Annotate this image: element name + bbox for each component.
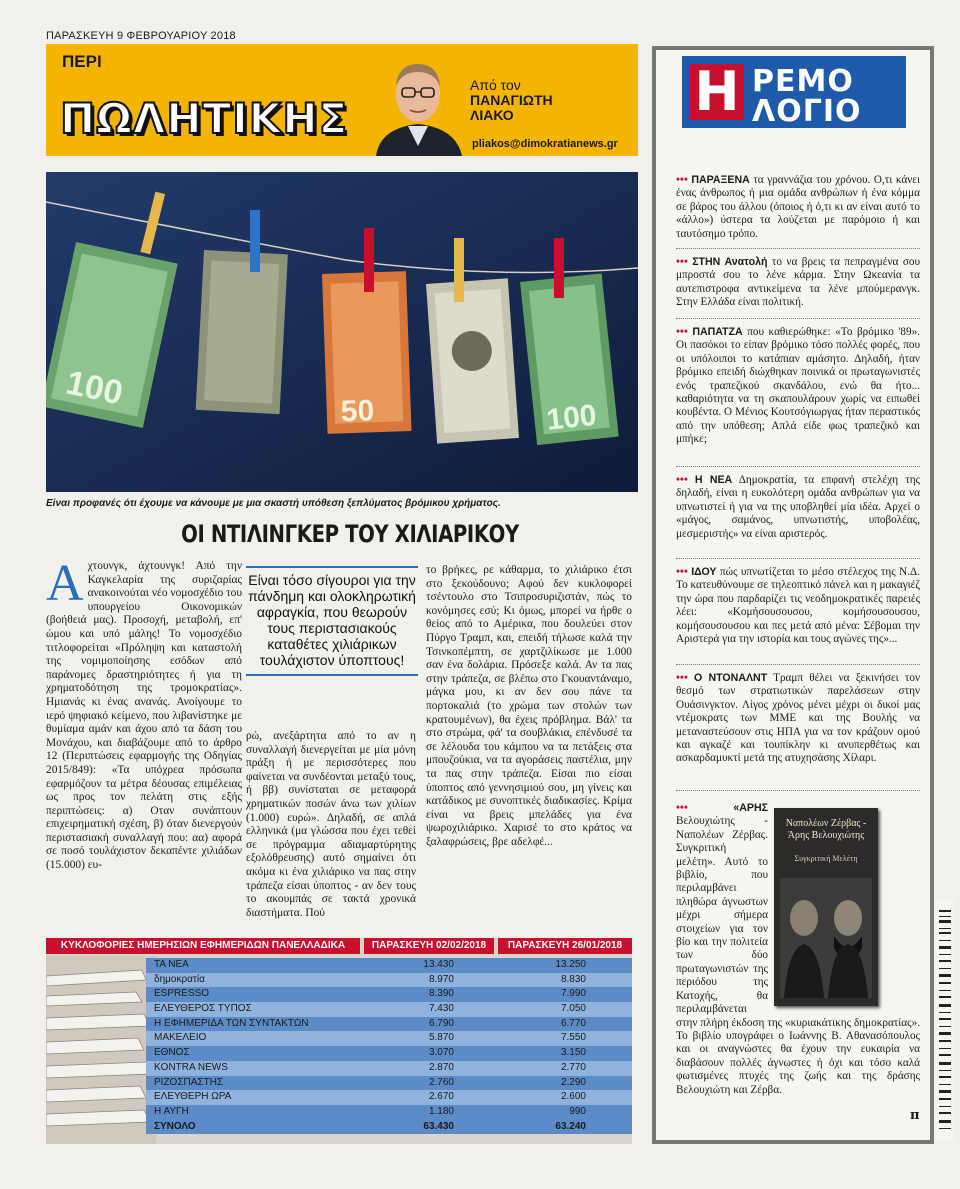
book-subtitle: Συγκριτική Μελέτη <box>794 854 858 863</box>
sidebar-item <box>676 256 920 310</box>
sidebar-item-text: πώς υπνωτίζεται το μέσο στέλεχος της Ν.Δ. Το κατευθύνουμε σε τηλεοπτικό πάνελ και η μακαγιέζ την ώρα που παρδαρίζει τις νεοδημοκρατικές παρειές λέει: «Κομήσουσουσου, κομήσουσουσου, κομήσουσουσου και πες μετά από μένα: Σέβομαι την Αριστερά για την ιστορία και τους αγώνες της»... <box>676 566 920 646</box>
table-row <box>146 1061 632 1076</box>
dateline: ΠΑΡΑΣΚΕΥΗ 9 ΦΕΒΡΟΥΑΡΙΟΥ 2018 <box>46 30 236 42</box>
sidebar-item-text: Δημοκρατία, τα επφανή στελέχη της δηλαδή, είναι η ευκολότερη ομάδα ανθρώπων για να υπνωτιστεί ή για να της υποβληθεί μία ιδέα. Αρχεί ο «μάγος, σαμάνος, υπνωτιστής, υποβολέας, μεσμεριστής» να είναι αριστερός. <box>676 474 920 540</box>
table-cell-name: ΕΛΕΥΘΕΡΗ ΩΡΑ <box>154 1091 232 1103</box>
table-row <box>146 1031 632 1046</box>
bullet-dots-icon: ••• <box>676 672 694 684</box>
table-total-row <box>146 1120 632 1135</box>
bullet-dots-icon: ••• <box>676 256 693 268</box>
table-total-a: 63.430 <box>423 1120 454 1132</box>
sidebar-divider <box>676 664 920 665</box>
drop-cap: Α <box>46 555 84 612</box>
table-cell-b: 7.050 <box>560 1003 586 1015</box>
article-column-2: ρώ, ανεξάρτητα από το αν η συναλλαγή διενεργείται με μία μόνη πράξη ή με περισσότερες που φαίνεται να συνδέονται μεταξύ τους, ή ββ) συνίσταται σε μεταφορά χρηματικών ποσών άνω των χιλίων (1.000) ευρώ». Δηλαδή, σε απλά ελληνικά (μα γλώσσα που έχει τεθεί σε πρόγραμμα αδιαμαρτύρητης εξολόθρευσης) αυτό σημαίνει ότι ακόμα κι ένα χιλιάρικο να πας στην τράπεζα είσαι ύποπτος - αν δεν τους το ακουμπάς σε τακτά χρονικά διαστήματα. Πού <box>246 730 416 919</box>
table-row <box>146 1090 632 1105</box>
table-cell-b: 990 <box>569 1105 586 1117</box>
svg-text:50: 50 <box>340 394 375 429</box>
bullet-dots-icon: ••• <box>676 326 693 338</box>
table-cell-a: 13.430 <box>423 959 454 970</box>
table-row <box>146 1105 632 1120</box>
byline-prefix: Από τον <box>470 77 521 93</box>
svg-text:100: 100 <box>62 363 127 413</box>
table-cell-a: 2.670 <box>428 1091 454 1103</box>
column-header-title: ΠΩΛΗΤΙΚΗΣ <box>60 94 349 143</box>
sidebar-item-lead: Η ΝΕΑ <box>694 474 733 486</box>
table-cell-name: ΤΑ ΝΕΑ <box>154 959 189 970</box>
table-cell-a: 2.760 <box>428 1076 454 1088</box>
table-cell-name: ΕΘΝΟΣ <box>154 1047 190 1059</box>
sidebar-item-lead: ΠΑΡΑΞΕΝΑ <box>691 174 750 186</box>
table-cell-b: 7.550 <box>560 1032 586 1044</box>
table-title: ΚΥΚΛΟΦΟΡΙΕΣ ΗΜΕΡΗΣΙΩΝ ΕΦΗΜΕΡΙΔΩΝ ΠΑΝΕΛΛΑΔΙΚΑ <box>46 938 360 954</box>
table-cell-a: 3.070 <box>428 1047 454 1059</box>
sidebar-item <box>676 566 920 646</box>
sidebar-divider <box>676 318 920 319</box>
table-header <box>46 938 632 954</box>
bullet-dots-icon: ••• <box>676 474 695 486</box>
table-cell-b: 7.990 <box>560 988 586 1000</box>
sidebar-divider <box>676 248 920 249</box>
sidebar-divider <box>676 790 920 791</box>
bullet-dots-icon: ••• <box>676 174 692 186</box>
table-cell-a: 8.390 <box>428 988 454 1000</box>
table-cell-name: δημοκρατία <box>154 973 205 985</box>
table-rows <box>146 958 632 1134</box>
table-cell-name: ΜΑΚΕΛΕΙΟ <box>154 1032 207 1044</box>
table-cell-b: 2.600 <box>560 1091 586 1103</box>
table-cell-a: 5.870 <box>428 1032 454 1044</box>
sidebar-item-lead: ΠΑΠΑΤΖΑ <box>692 326 743 338</box>
table-cell-b: 2.770 <box>560 1061 586 1073</box>
table-cell-b: 6.770 <box>560 1017 586 1029</box>
table-cell-b: 2.290 <box>560 1076 586 1088</box>
sidebar-item <box>676 672 920 766</box>
table-cell-a: 7.430 <box>428 1003 454 1015</box>
author-portrait <box>368 50 468 156</box>
table-col-b-header: ΠΑΡΑΣΚΕΥΗ 26/01/2018 <box>498 938 632 954</box>
table-cell-name: ESPRESSO <box>154 988 210 1000</box>
sidebar-column <box>652 46 934 1144</box>
table-total-name: ΣΥΝΟΛΟ <box>154 1120 196 1132</box>
logo-line-1: ΡΕΜΟ <box>752 64 854 99</box>
article-column-1-text: χτουνγκ, άχτουνγκ! Από την Καγκελαρία της συριζαρίας ανακοινούται νέο νομοσχέδιο του υπουργείου Οικονομικών (βοήθειά μας). Προσοχή, μεταβολή, επ' ώμου και υπό μάλης! Το νομοσχέδιο τιτλοφορείται «Πρόληψη και καταστολή της νομιμοποίησης εσόδων από παράνομες δραστηριότητες ή για τη χρηματοδότηση της τρομοκρατίας». Ημιανάς κι ένας ανανάς. Ανοίγουμε το ιερό ψηφιακό κείμενο, που λιβανίστηκε με θυμίαμα αμάν και άχου από τα δάση του Μονάχου, και διαβάζουμε από το άρθρο 12 (Περιπτώσεις εφαρμογής της Οδηγίας 2015/849): «Τα υπόχρεα πρόσωπα εφαρμόζουν τα μέτρα δέουσας επιμέλειας ως προς τον πελάτη στις εξής περιπτώσεις: α) Οταν συνάπτουν επιχειρηματική σχέση, β) όταν διενεργούν περιστασιακή συναλλαγή που: αα) αφορά σε ποσό τουλάχιστον δεκαπέντε χιλιάδων (15.000) ευ- <box>46 560 242 872</box>
column-header-peri: ΠΕΡΙ <box>62 52 102 71</box>
sidebar-item-text: Τραμπ θέλει να ξεκινήσει τον θεσμό των στρατιωτικών παρελάσεων στην Ουάσινγκτον. Λίγος χρόνος μένει μέχρι οι δικοί μας ντέμοκρατς των ΜΜΕ και της Βουλής να μεταναστεύσουν στις ΗΠΑ για να τον κράζουν ομού και αγκαζέ και τουπίκλην κι ανυπερθέτως και ασκαρδαμυκτί μετά της ατυχησάσης Χίλαρι. <box>676 672 921 765</box>
sidebar-item <box>676 326 920 447</box>
table-cell-a: 2.870 <box>428 1061 454 1073</box>
svg-text:100: 100 <box>544 398 599 437</box>
sidebar-item-text: το να βρεις τα πεπραγμένα σου μπροστά σου το λένε κάρμα. Στην Ωκεανία τα αυτεπιστροφα αντικείμενα τα λένε μπούμερανγκ. Στην Ελλάδα είναι πολιτική. <box>676 256 920 309</box>
book-cover <box>774 808 878 1006</box>
table-cell-a: 8.970 <box>428 973 454 985</box>
table-col-a-header: ΠΑΡΑΣΚΕΥΗ 02/02/2018 <box>364 938 494 954</box>
article-column-3: το βρήκες, ρε κάθαρμα, το χιλιάρικο έτσι στο ξεκούδουνο; Αφού δεν κυκλοφορεί τσέντουλο στο Τσιπροσυριζιστάν, πώς το κονόμησες εσύ; Κι όμως, μπορεί να ήρθε ο θείος από το Αμέρικα, που δουλεύει στον Πύργο Τραμπ, και, επειδή τήλωσε καλά την Τσινκοπέμπτη, σε χαρτζιλίκωσε με 1.000 σαν ένα δολάρια. Πρόσεξε καλά. Αν τα πας στην τράπεζα, σε βλέπω στο Γκουαντάναμο, μάγκα μου, κι αν δεν σου πάνε τα πορτοκαλιά (το χρώμα των στολών των κρατουμένων), θα έχεις πρόβλημα. Βάλ' τα στο στρώμα, φά' τα σουβλάκια, επένδυσέ τα σε λέλουδα του κάμπου να τα πετάξεις στα μπουζούκια, να τα αγοράσεις παστέλια, μην τα πας στην τράπεζα. Είσαι πιο είσαι ύποπτος από γεννησιμιού σου, μη γίνεις και κατάδικος με συνοπτικές διαδικασίες. Κρίμα είναι να βρεις μπελάδες για ένα ψωροχιλιάρικο. Χαρισέ το στο κράτος να ξαλαφρώσεις, βρε αδελφέ... <box>426 564 632 848</box>
table-cell-b: 13.250 <box>555 959 586 970</box>
column-header-banner <box>46 44 638 156</box>
logo-line-2: ΛΟΓΙΟ <box>752 94 862 129</box>
table-cell-name: ΡΙΖΟΣΠΑΣΤΗΣ <box>154 1076 224 1088</box>
sidebar-item-text: τα γραννάζια του χρόνου. Ο,τι κάνει ένας άνθρωπος ή μια ομάδα ανθρώπων ή ένα κόμμα σε βάρος του άλλου (όποιος ή ό,τι κι αν είναι αυτό το «άλλο») ύστερα τα λούζεται με παρόμοιο ή και ταυτόσημο τρόπο. <box>676 174 920 240</box>
sidebar-item-text: Βελουχιώτης - Ναπολέων Ζέρβας. Συγκριτική μελέτη». Αυτό το βιβλίο, που περιλαμβάνει πληθώρα άγνωστων μέχρι σήμερα στοιχείων για τον βίο και την πολιτεία των δύο πρωταγωνιστών της περιόδου της Κατοχής, θα περιλαμβάνεται στην πλήρη έκδοση της «κυριακάτικης δημοκρατίας». Το βιβλίο υπογράφει ο Ιωάννης Β. Αθανασόπουλος και οι αναγνώστες θα έχουν την ευκαιρία να διαβάσουν πολλές άγνωστες ή όχι και τόσο καλά φωτισμένες πτυχές της ζωής και της δράσης Βελουχιώτη και Ζέρβα. <box>676 815 920 1096</box>
sidebar-item-lead: «ΑΡΗΣ <box>733 802 768 814</box>
table-row <box>146 958 632 973</box>
sidebar-item-lead: Ο ΝΤΟΝΑΛΝΤ <box>693 672 768 684</box>
sidebar-logo <box>682 56 906 128</box>
article-column-1 <box>46 555 242 873</box>
table-row <box>146 1002 632 1017</box>
book-cover-portraits <box>780 878 872 998</box>
photo-caption: Είναι προφανές ότι έχουμε να κάνουμε με μια σκαστή υπόθεση ξεπλύματος βρόμικου χρήματος. <box>46 498 501 509</box>
table-cell-b: 3.150 <box>560 1047 586 1059</box>
table-cell-name: ΕΛΕΥΘΕΡΟΣ ΤΥΠΟΣ <box>154 1003 252 1015</box>
table-cell-b: 8.830 <box>560 973 586 985</box>
pull-quote: Είναι τόσο σίγουροι για την πάνδημη και ολοκληρωτική αφραγκία, που θεωρούν τους περιστασιακούς καταθέτες χιλιάρικων τουλάχιστον ύποπτους! <box>246 566 418 676</box>
logo-h: Η <box>690 64 744 120</box>
sidebar-item <box>676 474 920 541</box>
barcode <box>936 900 954 1140</box>
byline-last-name: ΛΙΑΚΟ <box>470 107 514 123</box>
author-email[interactable]: pliakos@dimokratianews.gr <box>472 138 618 150</box>
table-row <box>146 1076 632 1091</box>
table-cell-name: Η ΕΦΗΜΕΡΙΔΑ ΤΩΝ ΣΥΝΤΑΚΤΩΝ <box>154 1017 309 1029</box>
sidebar-item-lead: ΙΔΟΥ <box>691 566 717 578</box>
sidebar-item-lead: ΣΤΗΝ Ανατολή <box>692 256 768 268</box>
byline-first-name: ΠΑΝΑΓΙΩΤΗ <box>470 92 553 108</box>
banknotes-photo <box>46 172 638 492</box>
table-row <box>146 1017 632 1032</box>
table-total-b: 63.240 <box>555 1120 586 1132</box>
table-row <box>146 1046 632 1061</box>
table-cell-a: 1.180 <box>428 1105 454 1117</box>
book-title: Ναπολέων Ζέρβας - Άρης Βελουχιώτης <box>785 818 867 841</box>
sidebar-divider <box>676 466 920 467</box>
table-row <box>146 987 632 1002</box>
table-cell-name: KONTRA NEWS <box>154 1061 228 1073</box>
table-row <box>146 973 632 988</box>
bullet-dots-icon: ••• <box>676 566 692 578</box>
sidebar-divider <box>676 558 920 559</box>
sidebar-item <box>676 174 920 241</box>
circulation-table <box>46 938 632 1144</box>
article-headline: ΟΙ ΝΤΙΛΙΝΓΚΕΡ ΤΟΥ ΧΙΛΙΑΡΙΚΟΥ <box>181 520 519 548</box>
table-cell-name: Η ΑΥΓΗ <box>154 1105 189 1117</box>
bullet-dots-icon: ••• <box>676 802 734 814</box>
table-cell-a: 6.790 <box>428 1017 454 1029</box>
sidebar-item-text: που καθιερώθηκε: «Το βρόμικο '89». Οι πασόκοι το είπαν βρόμικο τόσο πολλές φορές, που οι υπόλοιποι το κατάπιαν αμάσητο. Δηλαδή, ήταν βρόμικο επειδή διώχθηκαν ποινικά οι πρωταγωνιστές ενός τραπεζικού σκανδάλου, ενώ θα ήτο... καθαριότητα να τη σκαπουλάρουν χωρίς να ειπωθεί κουβέντα. Ο Μένιος Κουτσόγιωργας ήταν περαστικός από την υπόθεση; Απλά είδε φως τραπεζικό και μπήκε; <box>676 326 920 446</box>
end-mark: π <box>910 1108 920 1123</box>
newspapers-stack-image <box>46 956 156 1144</box>
byline <box>470 78 553 123</box>
